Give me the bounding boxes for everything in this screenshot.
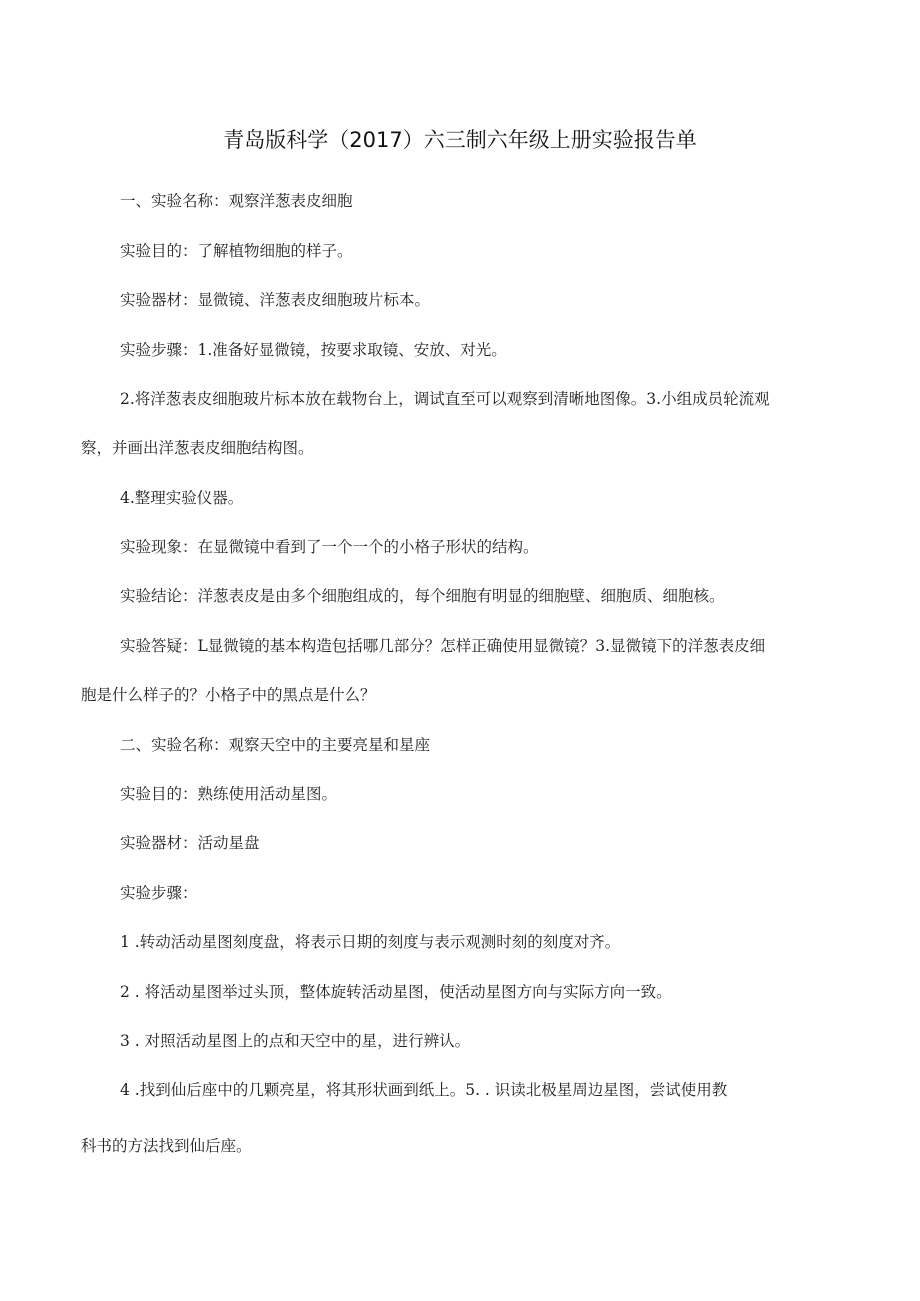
section-1-materials: 实验器材：显微镜、洋葱表皮细胞玻片标本。 [120,291,431,309]
section-2-purpose: 实验目的：熟练使用活动星图。 [120,785,338,803]
section-2-experiment-name: 二、实验名称：观察天空中的主要亮星和星座 [120,736,431,754]
section-1-steps-line-2: 察，并画出洋葱表皮细胞结构图。 [81,439,314,457]
section-1-purpose: 实验目的：了解植物细胞的样子。 [120,242,353,260]
section-2-step-4-continued: 科书的方法找到仙后座。 [81,1137,252,1155]
document-title: 青岛版科学（2017）六三制六年级上册实验报告单 [223,128,697,152]
section-2-step-2: 2 . 将活动星图举过头顶，整体旋转活动星图，使活动星图方向与实际方向一致。 [120,983,672,1001]
section-2-step-3: 3 . 对照活动星图上的点和天空中的星，进行辨认。 [120,1032,471,1050]
section-1-conclusion: 实验结论：洋葱表皮是由多个细胞组成的，每个细胞有明显的细胞壁、细胞质、细胞核。 [120,587,725,605]
section-2-steps-intro: 实验步骤： [120,884,198,902]
section-2-step-4: 4 .找到仙后座中的几颗亮星，将其形状画到纸上。5. . 识读北极星周边星图，尝试使用教 [120,1081,728,1099]
section-1-phenomenon: 实验现象：在显微镜中看到了一个一个的小格子形状的结构。 [120,538,539,556]
section-1-qa-line-2: 胞是什么样子的？小格子中的黑点是什么？ [81,686,376,704]
section-2-step-1: 1 .转动活动星图刻度盘，将表示日期的刻度与表示观测时刻的刻度对齐。 [120,933,621,951]
section-1-experiment-name: 一、实验名称：观察洋葱表皮细胞 [120,192,353,210]
section-1-qa-line-1: 实验答疑：L显微镜的基本构造包括哪几部分？怎样正确使用显微镜？3.显微镜下的洋葱表皮细 [120,637,766,655]
section-1-steps-intro: 实验步骤：1.准备好显微镜，按要求取镜、安放、对光。 [120,341,507,359]
section-1-steps-line-1: 2.将洋葱表皮细胞玻片标本放在载物台上，调试直至可以观察到清晰地图像。3.小组成员轮流观 [120,390,770,408]
section-2-materials: 实验器材：活动星盘 [120,834,260,852]
section-1-steps-line-3: 4.整理实验仪器。 [120,489,244,507]
